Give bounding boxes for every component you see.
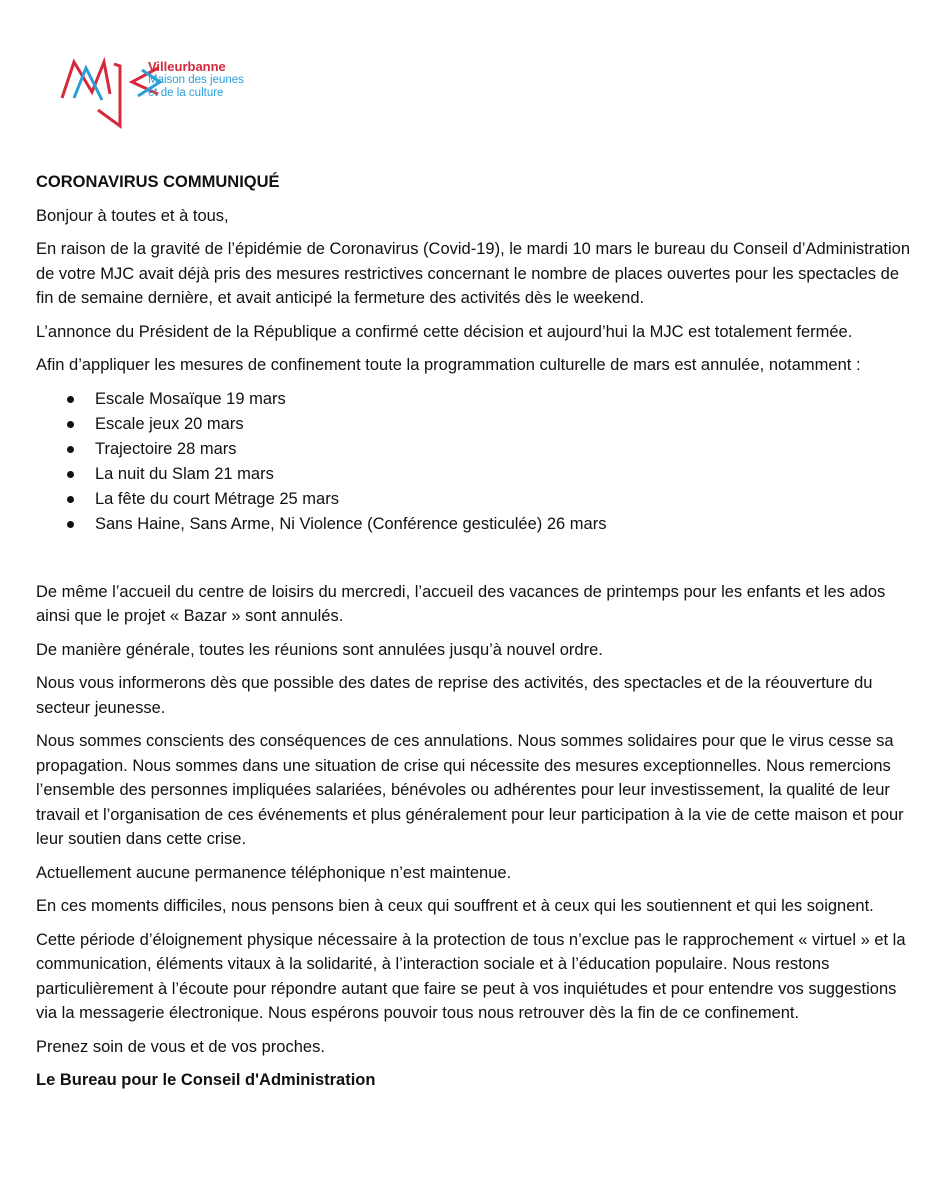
communique-body (36, 170, 916, 1102)
logo-subtitle-line1: Maison des jeunes (148, 74, 244, 86)
paragraph-3: Afin d’appliquer les mesures de confinement toute la programmation culturelle de mars est annulée, notamment : (36, 356, 861, 374)
paragraph-5: De manière générale, toutes les réunions sont annulées jusqu’à nouvel ordre. (36, 640, 603, 659)
paragraph-6: Nous vous informerons dès que possible des dates de reprise des activités, des spectacles et de la réouverture du secteur jeunesse. (36, 674, 873, 717)
paragraph-7: Nous sommes conscients des conséquences de ces annulations. Nous sommes solidaires pour que le virus cesse sa propagation. Nous sommes dans une situation de crise qui nécessite des mesures exceptionnelles. Nous remercions l’ensemble des personnes impliquées salariées, bénévoles ou adhérentes pour leur investissement, la qualité de leur travail et l’organisation de ces événements et plus généralement pour leur participation à la vie de cette maison et pour leur soutien dans cette crise. (36, 732, 904, 848)
list-item (36, 512, 916, 537)
cancelled-events-list (36, 387, 916, 537)
greeting: Bonjour à toutes et à tous, (36, 206, 229, 225)
event-label: La nuit du Slam 21 mars (95, 464, 274, 483)
event-label: Escale jeux 20 mars (95, 414, 244, 433)
document-heading: CORONAVIRUS COMMUNIQUÉ (36, 173, 280, 191)
spacer (36, 537, 916, 580)
bullet-icon (67, 521, 74, 528)
paragraph-1: En raison de la gravité de l’épidémie de Coronavirus (Covid-19), le mardi 10 mars le bureau du Conseil d’Administration de votre MJC avait déjà pris des mesures restrictives concernant le nombre de places ouvertes pour les spectacles de fin de semaine dernière, et avait anticipé la fermeture des activités dès le weekend. (36, 240, 911, 307)
list-item (36, 412, 916, 437)
list-item (36, 487, 916, 512)
bullet-icon (67, 421, 74, 428)
bullet-icon (67, 471, 74, 478)
paragraph-9: En ces moments difficiles, nous pensons bien à ceux qui souffrent et à ceux qui les soutiennent et qui les soignent. (36, 897, 874, 915)
paragraph-2: L’annonce du Président de la République a confirmé cette décision et aujourd’hui la MJC est totalement fermée. (36, 322, 853, 341)
logo-title: Villeurbanne (148, 59, 226, 74)
event-label: Trajectoire 28 mars (95, 439, 237, 458)
list-item (36, 437, 916, 462)
event-label: La fête du court Métrage 25 mars (95, 489, 339, 508)
bullet-icon (67, 496, 74, 503)
paragraph-8: Actuellement aucune permanence téléphonique n’est maintenue. (36, 863, 512, 882)
bullet-icon (67, 396, 74, 403)
logo-text (148, 60, 244, 100)
paragraph-11: Prenez soin de vous et de vos proches. (36, 1037, 325, 1056)
logo-subtitle-line2: et de la culture (148, 87, 224, 99)
paragraph-10: Cette période d’éloignement physique nécessaire à la protection de tous n’exclue pas le rapprochement « virtuel » et la communication, éléments vitaux à la solidarité, à l’interaction sociale et à l’éducation populaire. Nous restons particulièrement à l’écoute pour répondre autant que faire se peut à vos inquiétudes et pour entendre vos suggestions via la messagerie électronique. Nous espérons pouvoir tous nous retrouver dès la fin de ce confinement. (36, 930, 906, 1022)
mjc-logo (58, 54, 288, 134)
event-label: Sans Haine, Sans Arme, Ni Violence (Conférence gesticulée) 26 mars (95, 514, 607, 533)
signature: Le Bureau pour le Conseil d'Administration (36, 1071, 376, 1089)
list-item (36, 387, 916, 412)
paragraph-4: De même l’accueil du centre de loisirs du mercredi, l’accueil des vacances de printemps pour les enfants et les ados ainsi que le projet « Bazar » sont annulés. (36, 582, 886, 625)
bullet-icon (67, 446, 74, 453)
event-label: Escale Mosaïque 19 mars (95, 389, 286, 408)
list-item (36, 462, 916, 487)
